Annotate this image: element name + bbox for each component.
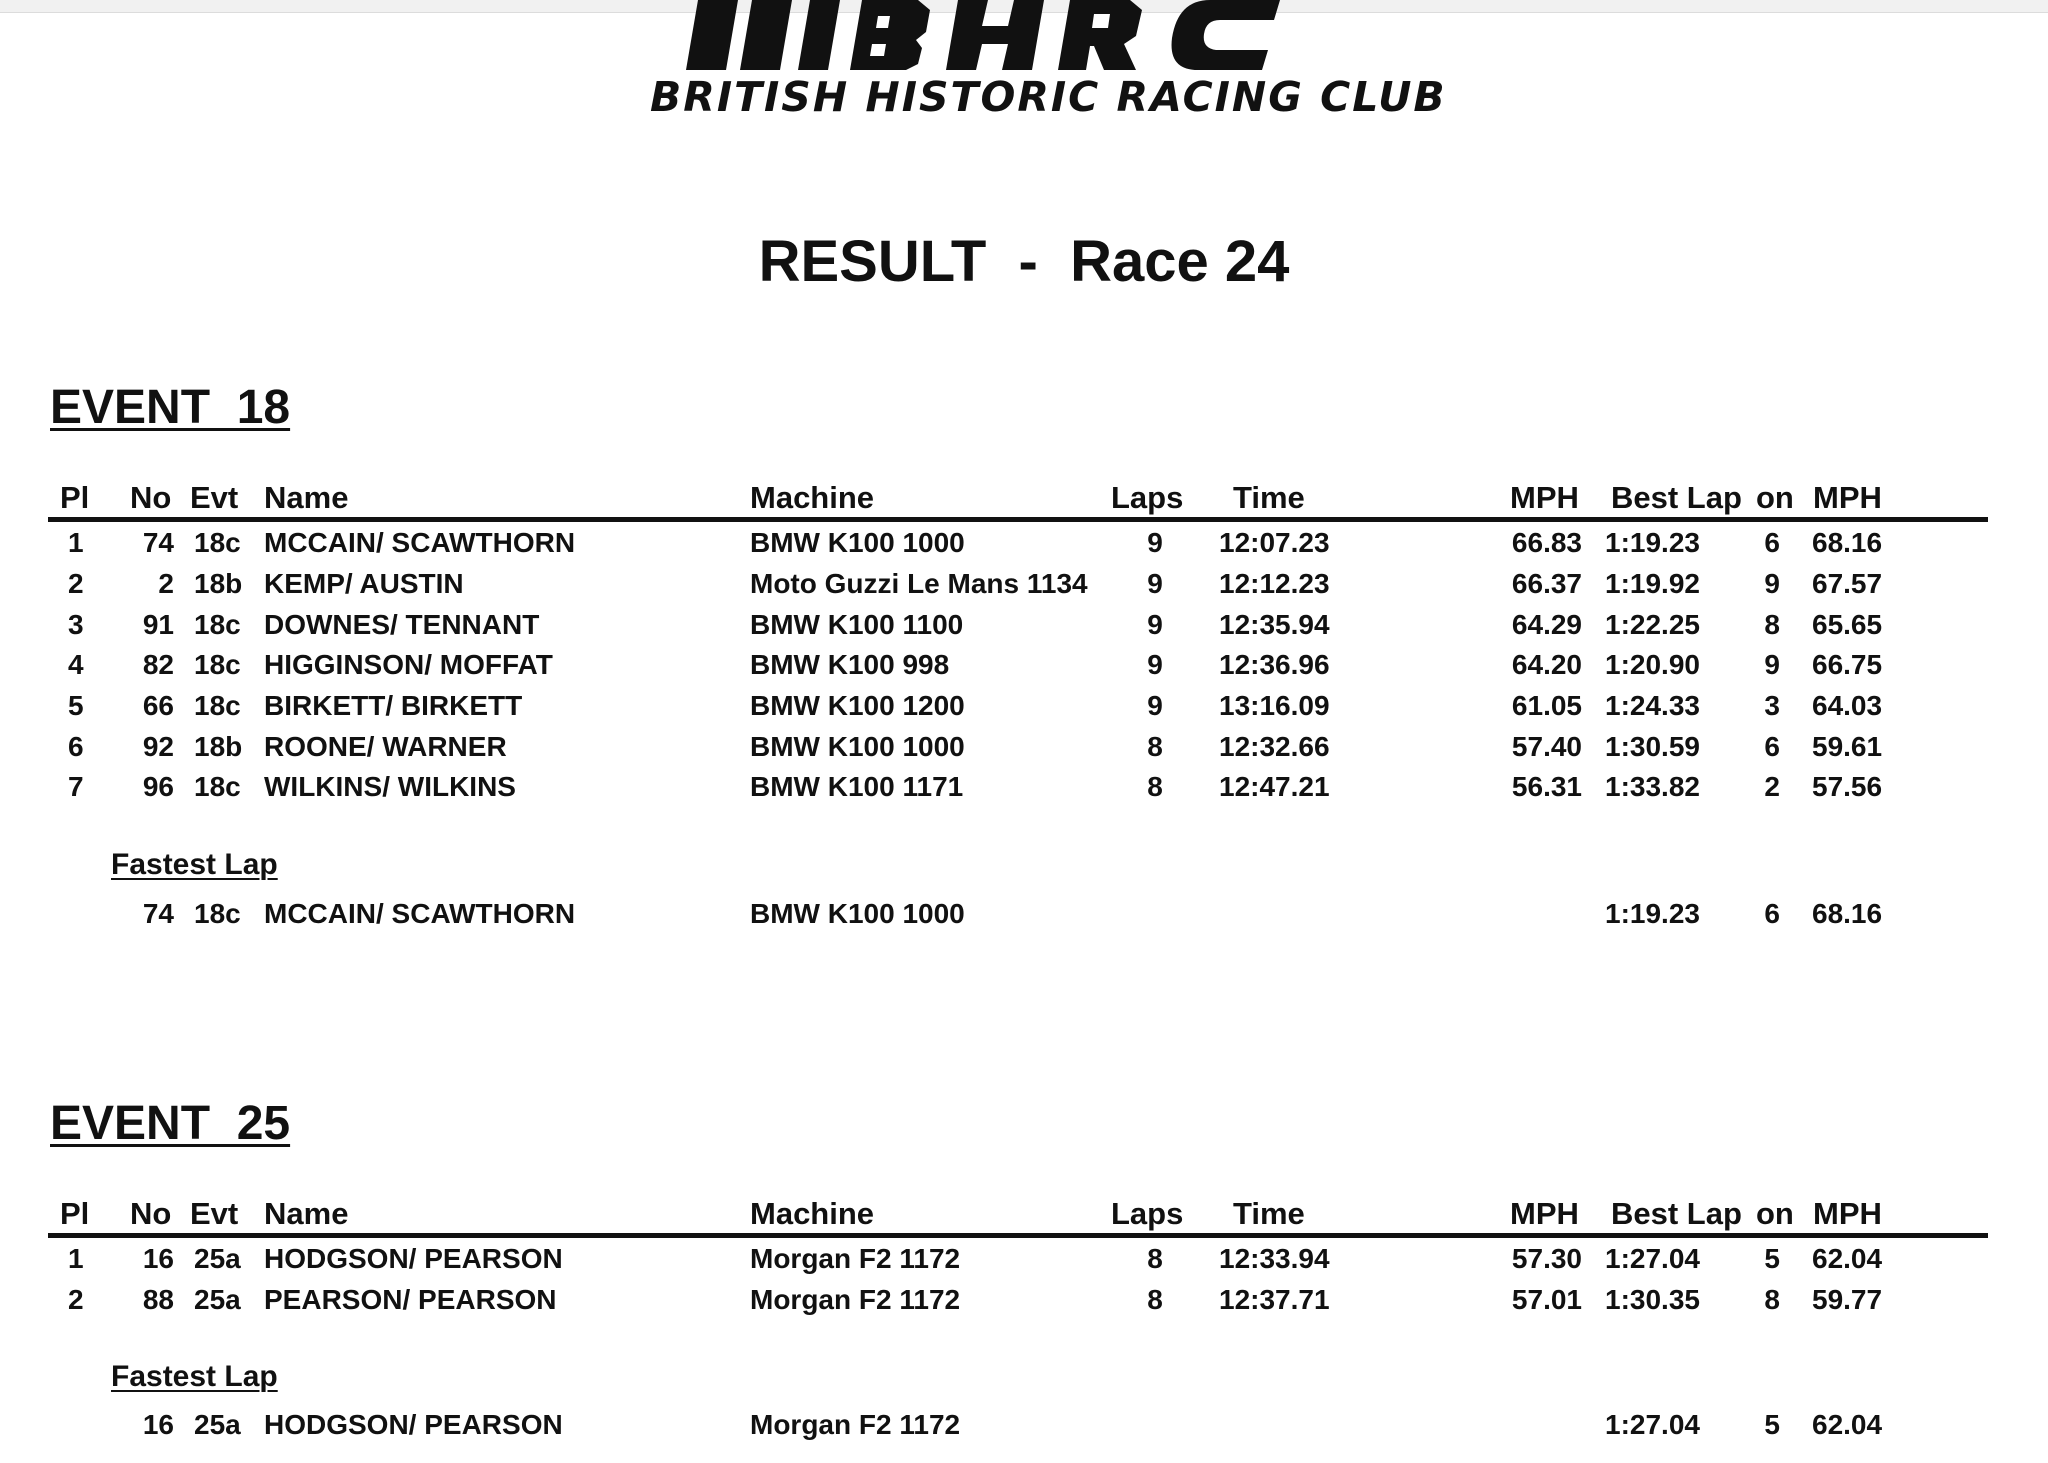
cell-best-lap: 1:19.23 [1605, 527, 1700, 558]
col-evt: Evt [190, 480, 239, 515]
cell-name: PEARSON/ PEARSON [264, 1284, 557, 1315]
cell-evt: 18c [194, 898, 241, 929]
cell-best-lap: 1:27.04 [1605, 1243, 1700, 1274]
club-name: BRITISH HISTORIC RACING CLUB [650, 73, 1447, 121]
cell-time: 12:33.94 [1219, 1243, 1330, 1274]
cell-on: 3 [1764, 690, 1780, 721]
cell-mph: 66.83 [1511, 527, 1582, 558]
col-no: No [130, 480, 172, 515]
cell-evt: 18b [194, 568, 243, 599]
cell-time: 12:47.21 [1219, 771, 1330, 802]
cell-pl: 1 [68, 1243, 84, 1274]
cell-machine: BMW K100 1200 [750, 690, 965, 721]
cell-name: DOWNES/ TENNANT [264, 609, 540, 640]
table-row [0, 1243, 2048, 1283]
col-time: Time [1233, 480, 1305, 515]
cell-laps: 8 [1147, 1284, 1163, 1315]
cell-laps: 9 [1147, 568, 1163, 599]
cell-best-lap: 1:19.92 [1605, 568, 1700, 599]
fastest-lap-row [0, 1409, 2048, 1449]
cell-on: 8 [1764, 609, 1780, 640]
cell-evt: 18c [194, 527, 241, 558]
cell-no: 74 [142, 898, 174, 929]
cell-evt: 18c [194, 609, 241, 640]
cell-mph: 64.29 [1511, 609, 1582, 640]
cell-evt: 18c [194, 649, 241, 680]
col-time: Time [1233, 1196, 1305, 1231]
cell-best-lap: 1:27.04 [1605, 1409, 1700, 1440]
table-row [0, 690, 2048, 730]
cell-best-mph: 62.04 [1812, 1243, 1883, 1274]
table-row [0, 649, 2048, 689]
cell-evt: 25a [194, 1284, 241, 1315]
event-title: EVENT 18 [50, 381, 291, 434]
cell-best-mph: 62.04 [1812, 1409, 1883, 1440]
cell-machine: Moto Guzzi Le Mans 1134 [750, 568, 1088, 599]
cell-machine: Morgan F2 1172 [750, 1284, 961, 1315]
cell-laps: 9 [1147, 649, 1163, 680]
cell-name: HIGGINSON/ MOFFAT [264, 649, 553, 680]
cell-no: 16 [142, 1409, 174, 1440]
col-on: on [1756, 480, 1794, 515]
cell-no: 66 [142, 690, 174, 721]
cell-pl: 1 [68, 527, 84, 558]
cell-best-lap: 1:24.33 [1605, 690, 1700, 721]
cell-mph: 57.01 [1511, 1284, 1582, 1315]
cell-no: 16 [142, 1243, 174, 1274]
cell-time: 12:12.23 [1219, 568, 1330, 599]
cell-machine: BMW K100 1000 [750, 898, 965, 929]
cell-laps: 9 [1147, 609, 1163, 640]
cell-mph: 61.05 [1511, 690, 1582, 721]
cell-on: 6 [1764, 731, 1780, 762]
cell-best-mph: 64.03 [1812, 690, 1883, 721]
cell-machine: BMW K100 1100 [750, 609, 964, 640]
cell-mph: 57.40 [1511, 731, 1582, 762]
cell-no: 74 [142, 527, 174, 558]
cell-time: 12:07.23 [1219, 527, 1330, 558]
cell-on: 5 [1764, 1243, 1780, 1274]
table-row [0, 527, 2048, 567]
cell-best-lap: 1:30.59 [1605, 731, 1700, 762]
cell-name: HODGSON/ PEARSON [264, 1243, 563, 1274]
table-header [0, 480, 2048, 520]
cell-laps: 9 [1147, 690, 1163, 721]
cell-no: 91 [142, 609, 174, 640]
fastest-lap-row [0, 898, 2048, 938]
cell-pl: 5 [68, 690, 84, 721]
cell-machine: BMW K100 1000 [750, 527, 965, 558]
cell-best-mph: 65.65 [1812, 609, 1883, 640]
cell-evt: 18c [194, 771, 241, 802]
col-mph: MPH [1510, 1196, 1579, 1231]
table-row [0, 731, 2048, 771]
cell-best-mph: 68.16 [1812, 527, 1883, 558]
cell-on: 8 [1764, 1284, 1780, 1315]
cell-no: 88 [142, 1284, 174, 1315]
col-machine: Machine [750, 480, 875, 515]
cell-name: MCCAIN/ SCAWTHORN [264, 898, 576, 929]
cell-time: 12:37.71 [1219, 1284, 1330, 1315]
col-name: Name [264, 480, 349, 515]
cell-pl: 3 [68, 609, 84, 640]
col-best-lap: Best Lap [1611, 480, 1742, 515]
cell-evt: 25a [194, 1409, 241, 1440]
cell-on: 2 [1764, 771, 1780, 802]
cell-machine: Morgan F2 1172 [750, 1243, 961, 1274]
col-laps: Laps [1111, 1196, 1184, 1231]
cell-name: KEMP/ AUSTIN [264, 568, 464, 599]
cell-pl: 2 [68, 568, 84, 599]
cell-pl: 6 [68, 731, 84, 762]
cell-laps: 9 [1147, 527, 1163, 558]
cell-time: 12:35.94 [1219, 609, 1330, 640]
header-rule [48, 517, 1988, 522]
cell-name: WILKINS/ WILKINS [264, 771, 516, 802]
table-row [0, 1284, 2048, 1324]
cell-no: 82 [142, 649, 174, 680]
cell-pl: 4 [68, 649, 84, 680]
cell-mph: 66.37 [1511, 568, 1582, 599]
col-pl: Pl [60, 480, 90, 515]
cell-name: BIRKETT/ BIRKETT [264, 690, 523, 721]
col-no: No [130, 1196, 172, 1231]
table-row [0, 568, 2048, 608]
cell-name: MCCAIN/ SCAWTHORN [264, 527, 576, 558]
cell-evt: 18c [194, 690, 241, 721]
cell-evt: 25a [194, 1243, 241, 1274]
cell-pl: 7 [68, 771, 84, 802]
cell-laps: 8 [1147, 1243, 1163, 1274]
event-title: EVENT 25 [50, 1097, 291, 1150]
cell-name: ROONE/ WARNER [264, 731, 507, 762]
col-on: on [1756, 1196, 1794, 1231]
cell-mph: 57.30 [1511, 1243, 1582, 1274]
table-header [0, 1196, 2048, 1236]
cell-time: 13:16.09 [1219, 690, 1330, 721]
cell-best-mph: 57.56 [1812, 771, 1883, 802]
result-title: RESULT - Race 24 [758, 229, 1290, 294]
cell-best-lap: 1:20.90 [1605, 649, 1700, 680]
col-pl: Pl [60, 1196, 90, 1231]
fastest-lap-title: Fastest Lap [111, 848, 278, 881]
col-best-mph: MPH [1813, 480, 1882, 515]
cell-machine: BMW K100 1171 [750, 771, 964, 802]
col-best-mph: MPH [1813, 1196, 1882, 1231]
cell-mph: 64.20 [1511, 649, 1582, 680]
cell-on: 5 [1764, 1409, 1780, 1440]
header-rule [48, 1233, 1988, 1238]
col-evt: Evt [190, 1196, 239, 1231]
cell-on: 6 [1764, 527, 1780, 558]
col-name: Name [264, 1196, 349, 1231]
cell-best-mph: 59.61 [1812, 731, 1883, 762]
cell-no: 96 [142, 771, 174, 802]
cell-evt: 18b [194, 731, 243, 762]
fastest-lap-title: Fastest Lap [111, 1360, 278, 1393]
cell-best-lap: 1:22.25 [1605, 609, 1700, 640]
col-mph: MPH [1510, 480, 1579, 515]
cell-machine: BMW K100 998 [750, 649, 950, 680]
cell-best-mph: 67.57 [1812, 568, 1883, 599]
cell-on: 6 [1764, 898, 1780, 929]
table-row [0, 609, 2048, 649]
cell-best-mph: 68.16 [1812, 898, 1883, 929]
cell-name: HODGSON/ PEARSON [264, 1409, 563, 1440]
col-machine: Machine [750, 1196, 875, 1231]
cell-best-lap: 1:19.23 [1605, 898, 1700, 929]
cell-laps: 8 [1147, 771, 1163, 802]
cell-on: 9 [1764, 649, 1780, 680]
cell-no: 92 [142, 731, 174, 762]
cell-best-lap: 1:30.35 [1605, 1284, 1700, 1315]
table-row [0, 771, 2048, 811]
cell-mph: 56.31 [1511, 771, 1582, 802]
cell-machine: Morgan F2 1172 [750, 1409, 961, 1440]
cell-no: 2 [158, 568, 174, 599]
cell-machine: BMW K100 1000 [750, 731, 965, 762]
col-laps: Laps [1111, 480, 1184, 515]
cell-on: 9 [1764, 568, 1780, 599]
cell-time: 12:32.66 [1219, 731, 1330, 762]
cell-best-mph: 66.75 [1812, 649, 1883, 680]
cell-best-mph: 59.77 [1812, 1284, 1883, 1315]
col-best-lap: Best Lap [1611, 1196, 1742, 1231]
cell-pl: 2 [68, 1284, 84, 1315]
cell-best-lap: 1:33.82 [1605, 771, 1700, 802]
cell-time: 12:36.96 [1219, 649, 1330, 680]
cell-laps: 8 [1147, 731, 1163, 762]
